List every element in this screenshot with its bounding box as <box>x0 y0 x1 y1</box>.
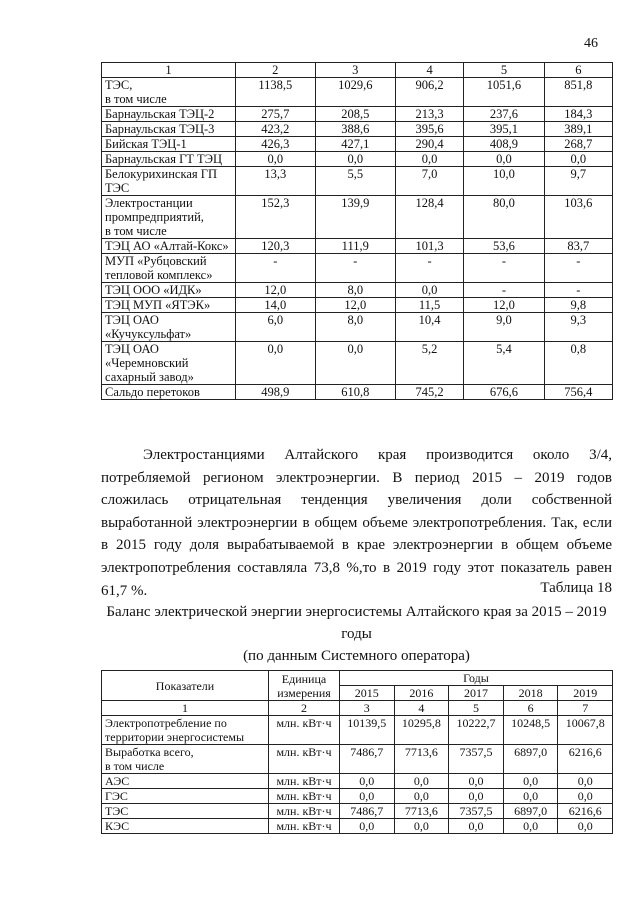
balance-value: 0,0 <box>394 789 449 804</box>
table-row <box>102 283 613 298</box>
generation-value: 427,1 <box>315 137 395 152</box>
unit-cell: млн. кВт·ч <box>269 804 340 819</box>
indicator-name: АЭС <box>102 774 269 789</box>
generation-value: 1138,5 <box>236 78 316 107</box>
colnum-7: 7 <box>558 701 613 716</box>
unit-cell: млн. кВт·ч <box>269 716 340 745</box>
generation-value: 5,2 <box>395 342 463 385</box>
balance-value: 7357,5 <box>449 804 504 819</box>
table-row <box>102 774 613 789</box>
generation-value: 0,0 <box>315 342 395 385</box>
station-name: Барнаульская ГТ ТЭЦ <box>102 152 236 167</box>
station-name: ТЭЦ МУП «ЯТЭК» <box>102 298 236 313</box>
balance-value: 0,0 <box>394 819 449 834</box>
table-18-label: Таблица 18 <box>540 580 612 596</box>
balance-value: 7713,6 <box>394 804 449 819</box>
unit-cell: млн. кВт·ч <box>269 745 340 774</box>
generation-value: - <box>464 283 544 298</box>
generation-value: - <box>236 254 316 283</box>
balance-value: 10067,8 <box>558 716 613 745</box>
balance-value: 0,0 <box>558 774 613 789</box>
generation-value: 1029,6 <box>315 78 395 107</box>
generation-value: 101,3 <box>395 239 463 254</box>
balance-value: 6897,0 <box>503 804 558 819</box>
generation-value: 213,3 <box>395 107 463 122</box>
generation-value: 184,3 <box>544 107 612 122</box>
unit-cell: млн. кВт·ч <box>269 774 340 789</box>
colnum-3: 3 <box>340 701 395 716</box>
generation-value: 53,6 <box>464 239 544 254</box>
year-2019: 2019 <box>558 686 613 701</box>
generation-value: 103,6 <box>544 196 612 239</box>
generation-value: 5,5 <box>315 167 395 196</box>
generation-value: - <box>544 254 612 283</box>
colnum-6: 6 <box>503 701 558 716</box>
station-name: Бийская ТЭЦ-1 <box>102 137 236 152</box>
balance-value: 7357,5 <box>449 745 504 774</box>
indicator-name: ГЭС <box>102 789 269 804</box>
balance-value: 0,0 <box>503 819 558 834</box>
generation-value: 12,0 <box>464 298 544 313</box>
generation-value: 0,8 <box>544 342 612 385</box>
generation-value: 423,2 <box>236 122 316 137</box>
generation-value: 275,7 <box>236 107 316 122</box>
generation-value: 7,0 <box>395 167 463 196</box>
balance-value: 10248,5 <box>503 716 558 745</box>
table-row <box>102 152 613 167</box>
col-years-header: Годы <box>340 671 613 686</box>
balance-value: 0,0 <box>558 789 613 804</box>
balance-value: 0,0 <box>449 819 504 834</box>
indicator-name: Электропотребление по территории энергосистемы <box>102 716 269 745</box>
table-row <box>102 342 613 385</box>
generation-value: 139,9 <box>315 196 395 239</box>
unit-cell: млн. кВт·ч <box>269 819 340 834</box>
table-row <box>102 804 613 819</box>
generation-value: 851,8 <box>544 78 612 107</box>
station-name: Сальдо перетоков <box>102 385 236 400</box>
table-row <box>102 78 613 107</box>
generation-value: 290,4 <box>395 137 463 152</box>
generation-value: 152,3 <box>236 196 316 239</box>
table-row <box>102 122 613 137</box>
gen-col-5: 5 <box>464 63 544 78</box>
colnum-1: 1 <box>102 701 269 716</box>
table-row <box>102 137 613 152</box>
body-paragraph-text: Электростанциями Алтайского края производится около 3/4, потребляемой регионом электроэнергии. В период 2015 – 2019 годов сложилась отрицательная тенденция увеличения доли собственной выработанной электроэнергии в общем объеме электропотребления. Так, если в 2015 году доля вырабатываемой в крае электроэнергии в общем объеме электропотребления составляла 73,8 %,то в 2019 году этот показатель равен 61,7 %. <box>101 447 612 599</box>
table-row <box>102 107 613 122</box>
generation-value: 208,5 <box>315 107 395 122</box>
indicator-name: Выработка всего, в том числе <box>102 745 269 774</box>
balance-value: 0,0 <box>449 774 504 789</box>
generation-value: 12,0 <box>315 298 395 313</box>
year-2018: 2018 <box>503 686 558 701</box>
generation-value: 12,0 <box>236 283 316 298</box>
balance-value: 6216,6 <box>558 804 613 819</box>
balance-table-body <box>102 716 613 834</box>
generation-value: 745,2 <box>395 385 463 400</box>
generation-table <box>101 62 613 400</box>
station-name: ТЭЦ ОАО «Кучуксульфат» <box>102 313 236 342</box>
table-row <box>102 239 613 254</box>
generation-value: 0,0 <box>395 283 463 298</box>
gen-col-4: 4 <box>395 63 463 78</box>
generation-value: 9,3 <box>544 313 612 342</box>
table-18-subtitle: (по данным Системного оператора) <box>243 648 470 664</box>
generation-value: 8,0 <box>315 313 395 342</box>
colnum-4: 4 <box>394 701 449 716</box>
balance-value: 10139,5 <box>340 716 395 745</box>
station-name: Белокурихинская ГП ТЭС <box>102 167 236 196</box>
balance-table <box>101 670 613 834</box>
balance-value: 7713,6 <box>394 745 449 774</box>
balance-value: 0,0 <box>340 789 395 804</box>
table-row <box>102 745 613 774</box>
balance-value: 0,0 <box>340 819 395 834</box>
generation-value: 111,9 <box>315 239 395 254</box>
generation-value: 906,2 <box>395 78 463 107</box>
gen-col-1: 1 <box>102 63 236 78</box>
table-row <box>102 385 613 400</box>
generation-value: 426,3 <box>236 137 316 152</box>
generation-value: - <box>395 254 463 283</box>
generation-value: 5,4 <box>464 342 544 385</box>
generation-value: 676,6 <box>464 385 544 400</box>
generation-value: 9,8 <box>544 298 612 313</box>
generation-value: 9,7 <box>544 167 612 196</box>
generation-value: 498,9 <box>236 385 316 400</box>
generation-value: 395,6 <box>395 122 463 137</box>
generation-value: - <box>544 283 612 298</box>
balance-value: 7486,7 <box>340 745 395 774</box>
balance-value: 0,0 <box>558 819 613 834</box>
gen-col-3: 3 <box>315 63 395 78</box>
page-number: 46 <box>584 36 598 51</box>
generation-value: 395,1 <box>464 122 544 137</box>
colnum-5: 5 <box>449 701 504 716</box>
generation-value: 80,0 <box>464 196 544 239</box>
generation-value: 13,3 <box>236 167 316 196</box>
year-2017: 2017 <box>449 686 504 701</box>
table-row <box>102 298 613 313</box>
generation-value: 11,5 <box>395 298 463 313</box>
balance-value: 0,0 <box>394 774 449 789</box>
generation-value: 389,1 <box>544 122 612 137</box>
generation-value: 0,0 <box>464 152 544 167</box>
generation-value: 1051,6 <box>464 78 544 107</box>
station-name: ТЭЦ ОАО «Черемновский сахарный завод» <box>102 342 236 385</box>
generation-value: 388,6 <box>315 122 395 137</box>
table-row <box>102 819 613 834</box>
generation-value: 0,0 <box>544 152 612 167</box>
table-18-title-text: Баланс электрической энергии энергосистемы Алтайского края за 2015 – 2019 годы <box>106 604 607 642</box>
generation-value: 0,0 <box>395 152 463 167</box>
balance-value: 0,0 <box>340 774 395 789</box>
generation-value: 120,3 <box>236 239 316 254</box>
generation-value: 408,9 <box>464 137 544 152</box>
table-row <box>102 716 613 745</box>
generation-value: 128,4 <box>395 196 463 239</box>
generation-value: - <box>464 254 544 283</box>
table-18-title <box>101 601 612 667</box>
table-row <box>102 196 613 239</box>
table-row <box>102 254 613 283</box>
generation-value: 83,7 <box>544 239 612 254</box>
gen-col-2: 2 <box>236 63 316 78</box>
generation-value: 237,6 <box>464 107 544 122</box>
table-row <box>102 789 613 804</box>
table-row <box>102 313 613 342</box>
generation-value: 10,0 <box>464 167 544 196</box>
station-name: ТЭЦ ООО «ИДК» <box>102 283 236 298</box>
generation-value: 9,0 <box>464 313 544 342</box>
year-2015: 2015 <box>340 686 395 701</box>
unit-cell: млн. кВт·ч <box>269 789 340 804</box>
generation-table-body <box>102 78 613 400</box>
balance-value: 6216,6 <box>558 745 613 774</box>
generation-value: 0,0 <box>236 342 316 385</box>
generation-value: 268,7 <box>544 137 612 152</box>
indicator-name: КЭС <box>102 819 269 834</box>
station-name: Барнаульская ТЭЦ-3 <box>102 122 236 137</box>
balance-value: 10295,8 <box>394 716 449 745</box>
balance-value: 0,0 <box>503 789 558 804</box>
indicator-name: ТЭС <box>102 804 269 819</box>
station-name: Барнаульская ТЭЦ-2 <box>102 107 236 122</box>
colnum-2: 2 <box>269 701 340 716</box>
balance-value: 7486,7 <box>340 804 395 819</box>
station-name: МУП «Рубцовский тепловой комплекс» <box>102 254 236 283</box>
station-name: ТЭЦ АО «Алтай-Кокс» <box>102 239 236 254</box>
generation-table-header <box>102 63 613 78</box>
generation-value: 0,0 <box>236 152 316 167</box>
col-indicators-header: Показатели <box>102 671 269 701</box>
generation-value: 6,0 <box>236 313 316 342</box>
balance-value: 0,0 <box>503 774 558 789</box>
col-unit-header: Единица измерения <box>269 671 340 701</box>
gen-col-6: 6 <box>544 63 612 78</box>
station-name: ТЭС, в том числе <box>102 78 236 107</box>
balance-value: 0,0 <box>449 789 504 804</box>
generation-value: 0,0 <box>315 152 395 167</box>
table-row <box>102 167 613 196</box>
year-2016: 2016 <box>394 686 449 701</box>
generation-value: 10,4 <box>395 313 463 342</box>
generation-value: 756,4 <box>544 385 612 400</box>
station-name: Электростанции промпредприятий, в том числе <box>102 196 236 239</box>
generation-value: - <box>315 254 395 283</box>
generation-value: 8,0 <box>315 283 395 298</box>
balance-value: 10222,7 <box>449 716 504 745</box>
generation-value: 610,8 <box>315 385 395 400</box>
generation-value: 14,0 <box>236 298 316 313</box>
body-paragraph <box>101 444 612 602</box>
balance-value: 6897,0 <box>503 745 558 774</box>
